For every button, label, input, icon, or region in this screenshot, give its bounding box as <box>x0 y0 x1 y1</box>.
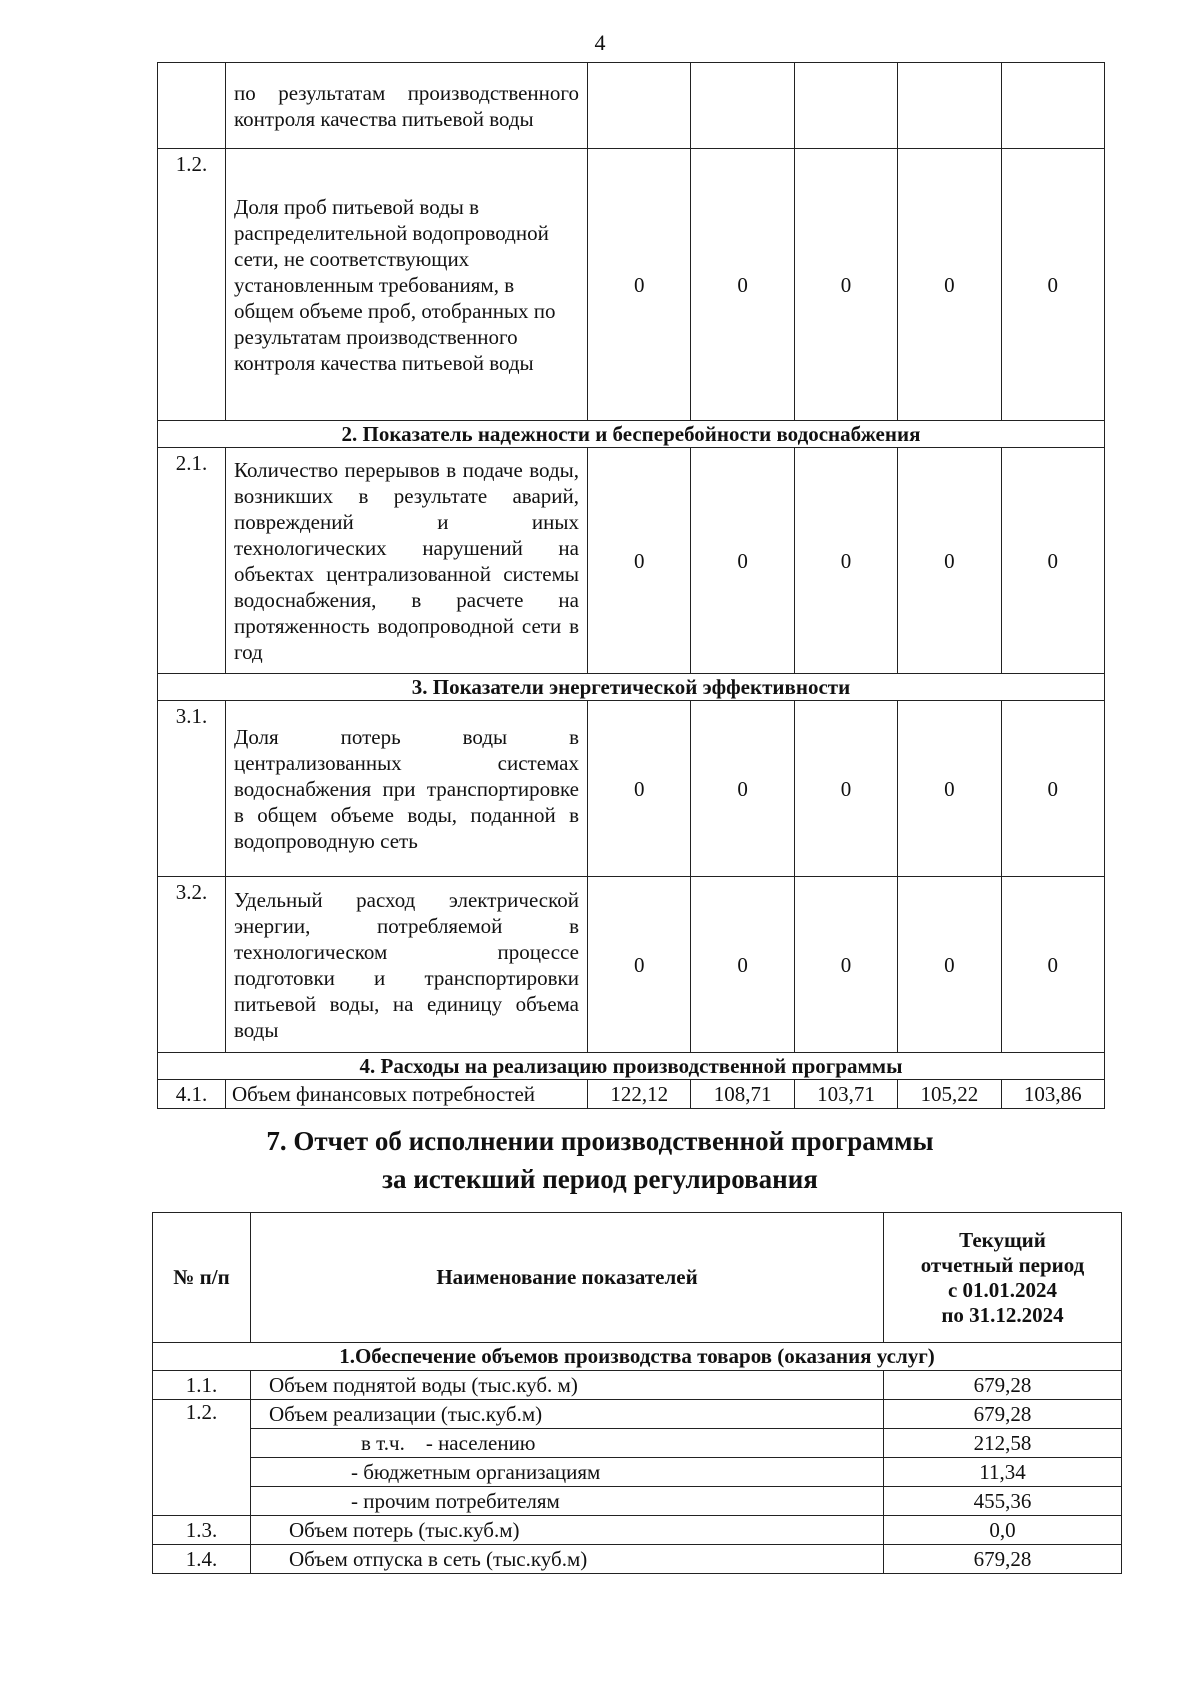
row-number: 3.1. <box>158 701 226 877</box>
section-title: 3. Показатели энергетической эффективности <box>158 674 1105 701</box>
report-title <box>0 1122 1200 1198</box>
row-number: 1.1. <box>153 1371 251 1400</box>
row-number: 4.1. <box>158 1080 226 1109</box>
table-row <box>153 1400 1122 1429</box>
value-cell: 103,71 <box>794 1080 897 1109</box>
value-cell <box>691 63 794 149</box>
row-number: 1.3. <box>153 1516 251 1545</box>
row-name: Объем реализации (тыс.куб.м) <box>251 1400 884 1429</box>
value-cell: 0,0 <box>884 1516 1122 1545</box>
row-name: - бюджетным организациям <box>251 1458 884 1487</box>
table-row <box>158 877 1105 1053</box>
row-number: 1.2. <box>153 1400 251 1516</box>
row-name: - прочим потребителям <box>251 1487 884 1516</box>
row-number: 2.1. <box>158 448 226 674</box>
value-cell: 0 <box>898 448 1001 674</box>
value-cell: 0 <box>588 149 691 421</box>
section-title: 4. Расходы на реализацию производственной программы <box>158 1053 1105 1080</box>
value-cell <box>1001 63 1104 149</box>
header-period-line3: с 01.01.2024 <box>947 1277 1058 1302</box>
value-cell: 0 <box>691 701 794 877</box>
table-row <box>153 1545 1122 1574</box>
value-cell <box>794 63 897 149</box>
row-number: 3.2. <box>158 877 226 1053</box>
value-cell: 0 <box>588 877 691 1053</box>
row-description: по результатам производственного контроля качества питьевой воды <box>226 63 588 149</box>
value-cell: 122,12 <box>588 1080 691 1109</box>
value-cell: 0 <box>1001 448 1104 674</box>
value-cell: 679,28 <box>884 1545 1122 1574</box>
header-row <box>153 1213 1122 1343</box>
value-cell: 0 <box>1001 701 1104 877</box>
table-row <box>153 1371 1122 1400</box>
section-row <box>158 1053 1105 1080</box>
value-cell: 11,34 <box>884 1458 1122 1487</box>
section-row <box>158 421 1105 448</box>
value-cell: 0 <box>588 701 691 877</box>
table-row <box>158 701 1105 877</box>
table-row <box>158 149 1105 421</box>
table-row <box>153 1458 1122 1487</box>
value-cell: 0 <box>898 149 1001 421</box>
row-description: Доля потерь воды в централизованных системах водоснабжения при транспортировке в общем объеме воды, поданной в водопроводную сеть <box>226 701 588 877</box>
value-cell: 0 <box>691 877 794 1053</box>
row-name: Объем поднятой воды (тыс.куб. м) <box>251 1371 884 1400</box>
header-num: № п/п <box>153 1213 251 1343</box>
header-name: Наименование показателей <box>251 1213 884 1343</box>
section-title: 2. Показатель надежности и бесперебойности водоснабжения <box>158 421 1105 448</box>
value-cell: 679,28 <box>884 1371 1122 1400</box>
value-cell <box>588 63 691 149</box>
value-cell: 0 <box>794 701 897 877</box>
report-title-line2: за истекший период регулирования <box>382 1164 818 1194</box>
value-cell: 0 <box>898 877 1001 1053</box>
row-description: Доля проб питьевой воды в распределительной водопроводной сети, не соответствующих установленным требованиям, в общем объеме проб, отобранных по результатам производственного контроля качества питьевой воды <box>226 149 588 421</box>
section-row <box>153 1343 1122 1371</box>
row-number: 1.2. <box>158 149 226 421</box>
value-cell: 0 <box>1001 877 1104 1053</box>
value-cell: 108,71 <box>691 1080 794 1109</box>
indicators-table <box>157 62 1105 1109</box>
table-row <box>153 1516 1122 1545</box>
value-cell: 679,28 <box>884 1400 1122 1429</box>
row-description: Удельный расход электрической энергии, потребляемой в технологическом процессе подготовки и транспортировки питьевой воды, на единицу объема воды <box>226 877 588 1053</box>
section-title: 1.Обеспечение объемов производства товаров (оказания услуг) <box>153 1343 1122 1371</box>
section-row <box>158 674 1105 701</box>
row-name: в т.ч. - населению <box>251 1429 884 1458</box>
value-cell: 0 <box>1001 149 1104 421</box>
value-cell: 0 <box>691 448 794 674</box>
table-row <box>158 1080 1105 1109</box>
row-number <box>158 63 226 149</box>
header-period <box>884 1213 1122 1343</box>
row-description: Количество перерывов в подаче воды, возникших в результате аварий, повреждений и иных технологических нарушений на объектах централизованной системы водоснабжения, в расчете на протяженность водопроводной сети в год <box>226 448 588 674</box>
value-cell: 0 <box>691 149 794 421</box>
header-period-line1: Текущий <box>959 1227 1046 1252</box>
value-cell: 0 <box>794 149 897 421</box>
report-table <box>152 1212 1122 1574</box>
value-cell: 0 <box>794 448 897 674</box>
table-row <box>158 448 1105 674</box>
header-period-line2: отчетный период <box>920 1252 1085 1277</box>
value-cell: 0 <box>794 877 897 1053</box>
row-description: Объем финансовых потребностей <box>226 1080 588 1109</box>
row-name: Объем потерь (тыс.куб.м) <box>251 1516 884 1545</box>
table-row <box>153 1487 1122 1516</box>
report-title-line1: 7. Отчет об исполнении производственной программы <box>266 1126 934 1156</box>
value-cell: 103,86 <box>1001 1080 1104 1109</box>
value-cell: 0 <box>588 448 691 674</box>
row-number: 1.4. <box>153 1545 251 1574</box>
value-cell: 212,58 <box>884 1429 1122 1458</box>
value-cell <box>898 63 1001 149</box>
header-period-line4: по 31.12.2024 <box>941 1302 1064 1327</box>
value-cell: 105,22 <box>898 1080 1001 1109</box>
page-number: 4 <box>594 30 606 55</box>
row-name: Объем отпуска в сеть (тыс.куб.м) <box>251 1545 884 1574</box>
value-cell: 0 <box>898 701 1001 877</box>
value-cell: 455,36 <box>884 1487 1122 1516</box>
table-row <box>153 1429 1122 1458</box>
table-row <box>158 63 1105 149</box>
